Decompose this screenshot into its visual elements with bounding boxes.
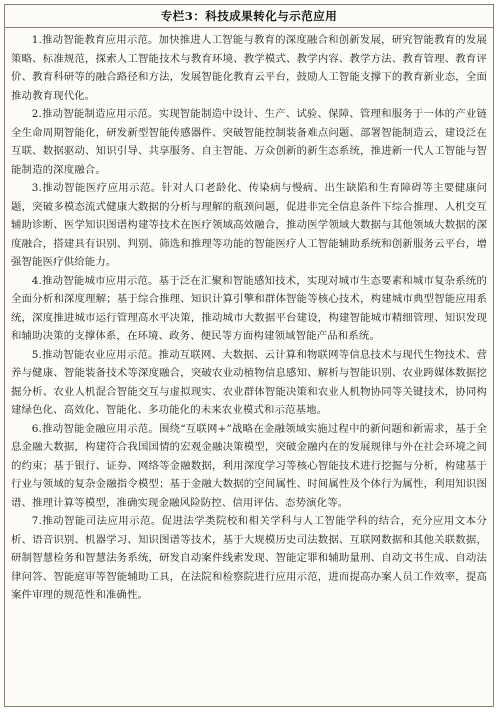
- paragraph-agriculture: 5.推动智能农业应用示范。推动互联网、大数据、云计算和物联网等信息技术与现代生物技术、营养与健康、智能装备技术等深度融合，突破农业动植物信息感知、解析与智能识别、农业跨媒体数据挖掘分析、农业人机混合智能交互与虚拟现实、农业群体智能决策和农业人机物协同等关键技术，协同构建绿色化、高效化、智能化、多功能化的未来农业模式和示范基地。: [11, 348, 487, 416]
- feature-box: [4, 4, 494, 707]
- paragraph-medical: 3.推动智能医疗应用示范。针对人口老龄化、传染病与慢病、出生缺陷和生育障碍等主要健康问题，突破多模态流式健康大数据的分析与理解的瓶颈问题，促进非完全信息条件下综合推理、人机交互辅助诊断、医学知识图谱构建等技术在医疗领域高效融合，推动医学领域大数据与其他领域大数据的深度融合，搭建具有识别、判别、筛选和推理等功能的智能医疗人工智能辅助系统和创新服务云平台，增强智能医疗供给能力。: [11, 182, 487, 268]
- paragraph-city: 4.推动智能城市应用示范。基于泛在汇聚和智能感知技术，实现对城市生态要素和城市复杂系统的全面分析和深度理解；基于综合推理、知识计算引擎和群体智能等核心技术，构建城市典型智能应用系统，深度推进城市运行管理高水平决策，推动城市大数据平台建设，构建智能城市精细管理、知识发现和辅助决策的支撑体系，在环境、政务、便民等方面构建领域智能产品和系统。: [11, 274, 487, 342]
- paragraph-judiciary: 7.推动智能司法应用示范。促进法学类院校和相关学科与人工智能学科的结合，充分应用文本分析、语音识别、机器学习、知识图谱等技术，基于大规模历史司法数据、互联网数据和其他关联数据，研制智慧检务和智慧法务系统，研发自动案件线索发现、智能定罪和辅助量刑、自动文书生成、自动法律问答、智能庭审等智能辅助工具，在法院和检察院进行应用示范，进而提高办案人员工作效率，提高案件审理的规范性和准确性。: [11, 515, 487, 601]
- paragraph-finance: 6.推动智能金融应用示范。围绕“互联网+”战略在金融领域实施过程中的新问题和新需求，基于全息金融大数据，构建符合我国国情的宏观金融决策模型，突破金融内在的发展规律与外在社会环境之间的约束；基于银行、证券、网络等金融数据，利用深度学习等核心智能技术进行挖掘与分析，构建基于行业与领域的复杂金融指令模型；基于金融大数据的空间属性、时间属性及个体行为属性，利用知识图谱、推理计算等模型，准确实现金融风险防控、信用评估、态势演化等。: [11, 422, 487, 509]
- box-title: 专栏3：科技成果转化与示范应用: [5, 5, 493, 28]
- box-content: [5, 28, 493, 605]
- paragraph-education: 1.推动智能教育应用示范。加快推进人工智能与教育的深度融合和创新发展，研究智能教育的发展策略、标准规范，探索人工智能技术与教育环境、教学模式、教学内容、教学方法、教育管理、教育评价、教育科研等的融合路径和方法，发展智能化教育云平台，鼓励人工智能支撑下的教育新业态，全面推动教育现代化。: [11, 34, 487, 102]
- paragraph-manufacturing: 2.推动智能制造应用示范。实现智能制造中设计、生产、试验、保障、管理和服务于一体的产业链全生命周期智能化，研发新型智能传感器件、突破智能控制装备难点问题、部署智能制造云，建设泛在互联、数据驱动、知识引导、共享服务、自主智能、万众创新的新生态系统，推进新一代人工智能与智能制造的深度融合。: [11, 108, 487, 176]
